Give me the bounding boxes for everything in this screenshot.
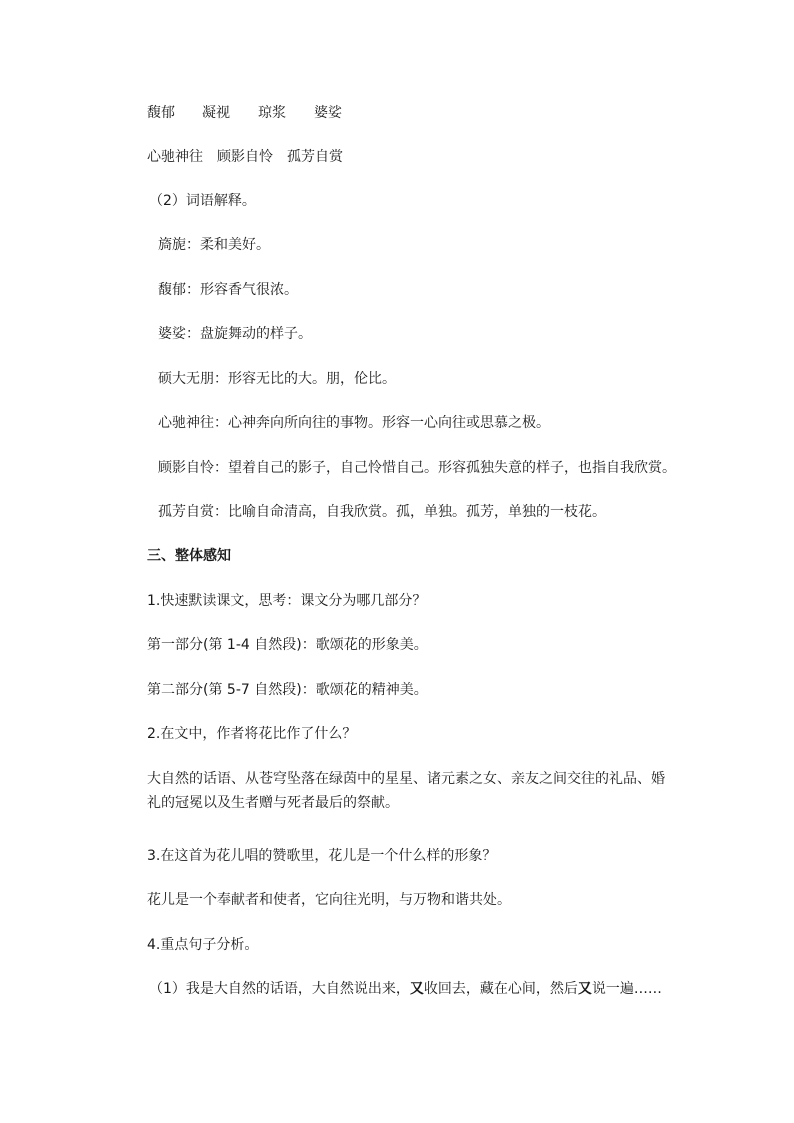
key-sentence-1	[149, 979, 662, 999]
answer-1-part-1: 第一部分(第 1-4 自然段)：歌颂花的形象美。	[147, 637, 428, 653]
sentence-text: 收回去，藏在心间，然后	[423, 981, 578, 997]
vocab-word: 婆娑	[314, 105, 342, 121]
answer-1-part-2: 第二部分(第 5-7 自然段)：歌颂花的精神美。	[147, 682, 428, 698]
definition-item: 顾影自怜：望着自己的影子，自己怜惜自己。形容孤独失意的样子，也指自我欣赏。	[158, 460, 676, 476]
definition-item: 婆娑：盘旋舞动的样子。	[158, 326, 312, 342]
definition-item: 孤芳自赏：比喻自命清高，自我欣赏。孤，单独。孤芳，单独的一枝花。	[158, 504, 606, 520]
vocab-word: 琼浆	[258, 105, 286, 121]
vocab-word: 顾影自怜	[217, 149, 273, 165]
answer-3: 花儿是一个奉献者和使者，它向往光明，与万物和谐共处。	[147, 892, 511, 908]
vocab-row-1	[147, 103, 342, 123]
question-3: 3.在这首为花儿唱的赞歌里，花儿是一个什么样的形象？	[147, 848, 497, 864]
vocab-word: 馥郁	[147, 105, 175, 121]
vocab-word: 孤芳自赏	[287, 149, 343, 165]
emphasis-text: 又	[409, 981, 424, 997]
section-2-title: （2）词语解释。	[149, 193, 256, 209]
question-4: 4.重点句子分析。	[147, 937, 259, 953]
section-heading: 三、整体感知	[147, 548, 231, 564]
sentence-text: （1）我是大自然的话语，大自然说出来，	[149, 981, 410, 997]
vocab-word: 心驰神往	[147, 149, 203, 165]
definition-item: 馥郁：形容香气很浓。	[158, 282, 298, 298]
question-1: 1.快速默读课文，思考：课文分为哪几部分？	[147, 593, 427, 609]
definition-item: 心驰神往：心神奔向所向往的事物。形容一心向往或思慕之极。	[158, 415, 550, 431]
definition-item: 硕大无朋：形容无比的大。朋，伦比。	[158, 371, 396, 387]
emphasis-text: 又	[577, 981, 592, 997]
definition-item: 旖旎：柔和美好。	[158, 237, 270, 253]
vocab-word: 凝视	[202, 105, 230, 121]
question-2: 2.在文中，作者将花比作了什么？	[147, 726, 357, 742]
vocab-row-2	[147, 147, 343, 167]
sentence-text: 说一遍……	[591, 981, 662, 997]
answer-2: 大自然的话语、从苍穹坠落在绿茵中的星星、诸元素之女、亲友之间交往的礼品、婚礼的冠冕以及生者赠与死者最后的祭献。	[147, 771, 665, 811]
